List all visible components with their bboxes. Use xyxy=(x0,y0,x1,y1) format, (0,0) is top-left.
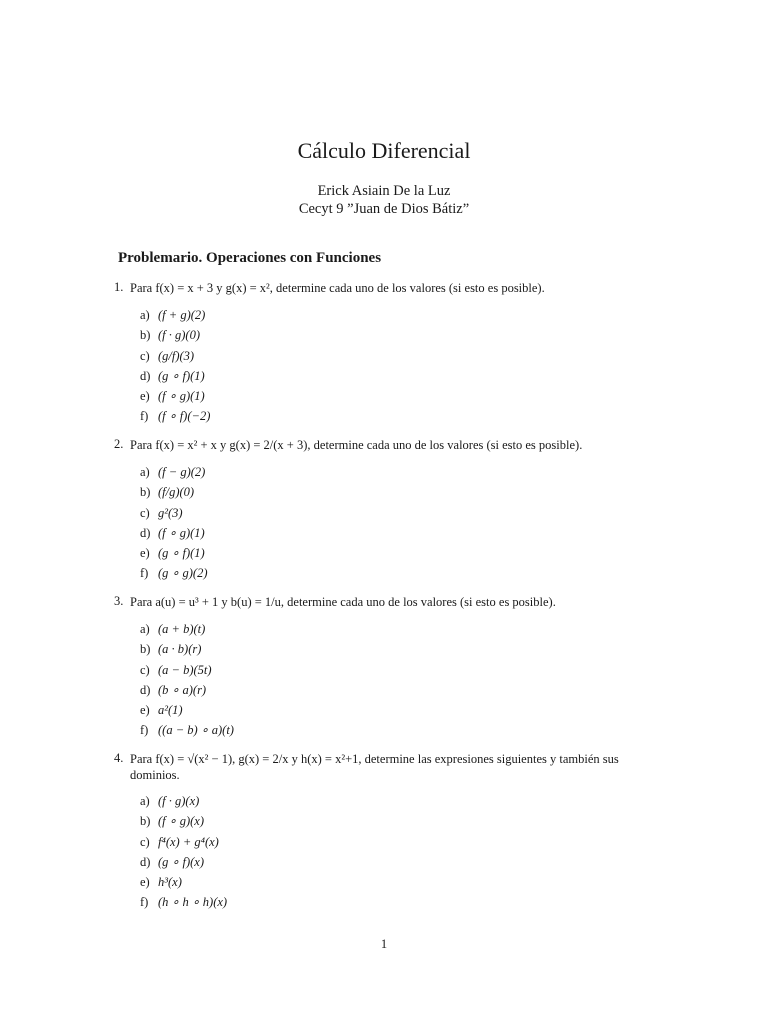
problem-number: 3. xyxy=(114,594,124,608)
list-item: d) (g ∘ f)(x) xyxy=(140,854,204,869)
problem-statement: Para f(x) = x² + x y g(x) = 2/(x + 3), determine cada uno de los valores (si esto es posible). xyxy=(130,438,583,452)
list-item: d) (f ∘ g)(1) xyxy=(140,525,205,540)
document-title: Cálculo Diferencial xyxy=(297,138,471,163)
author-name: Erick Asiain De la Luz xyxy=(317,183,451,199)
list-item: f) (h ∘ h ∘ h)(x) xyxy=(140,895,228,910)
school-name: Cecyt 9 ”Juan de Dios Bátiz” xyxy=(298,201,470,217)
list-item: f) (g ∘ g)(2) xyxy=(140,566,208,581)
problem-4-items xyxy=(140,791,227,913)
problem-2-items xyxy=(140,462,207,584)
problem-number: 1. xyxy=(114,280,124,294)
list-item: d) (b ∘ a)(r) xyxy=(140,682,207,697)
list-item: f) ((a − b) ∘ a)(t) xyxy=(140,723,234,738)
problem-statement: Para f(x) = √(x² − 1), g(x) = 2/x y h(x) = x²+1, determine las expresiones siguientes y también sus dominios. xyxy=(130,752,619,782)
problem-statement: Para f(x) = x + 3 y g(x) = x², determine cada uno de los valores (si esto es posible). xyxy=(130,281,545,295)
problem-1 xyxy=(114,280,654,296)
list-item: a) (f · g)(x) xyxy=(140,794,200,808)
list-item: e) (g ∘ f)(1) xyxy=(140,546,205,561)
list-item: c) (g/f)(3) xyxy=(140,348,195,363)
list-item: e) a²(1) xyxy=(140,703,183,718)
problem-4 xyxy=(114,751,654,783)
list-item: b) (f/g)(0) xyxy=(140,485,195,500)
section-title: Problemario. Operaciones con Funciones xyxy=(118,250,382,266)
list-item: f) (f ∘ f)(−2) xyxy=(140,409,211,424)
problem-3-items xyxy=(140,619,234,741)
problem-1-items xyxy=(140,305,210,427)
list-item: e) (f ∘ g)(1) xyxy=(140,389,205,404)
problem-3 xyxy=(114,594,654,610)
page-number: 1 xyxy=(380,937,388,951)
list-item: c) f⁴(x) + g⁴(x) xyxy=(140,834,219,849)
problem-2 xyxy=(114,437,654,453)
list-item: b) (f ∘ g)(x) xyxy=(140,814,204,829)
list-item: a) (a + b)(t) xyxy=(140,622,206,636)
list-item: d) (g ∘ f)(1) xyxy=(140,368,205,383)
problem-number: 4. xyxy=(114,751,124,765)
list-item: e) h³(x) xyxy=(140,875,182,890)
problem-statement: Para a(u) = u³ + 1 y b(u) = 1/u, determine cada uno de los valores (si esto es posible). xyxy=(130,595,556,609)
list-item: b) (f · g)(0) xyxy=(140,328,200,343)
list-item: a) (f − g)(2) xyxy=(140,465,206,479)
list-item: a) (f + g)(2) xyxy=(140,308,206,322)
problem-number: 2. xyxy=(114,437,124,451)
list-item: c) (a − b)(5t) xyxy=(140,662,212,677)
list-item: b) (a · b)(r) xyxy=(140,642,202,657)
list-item: c) g²(3) xyxy=(140,505,183,520)
